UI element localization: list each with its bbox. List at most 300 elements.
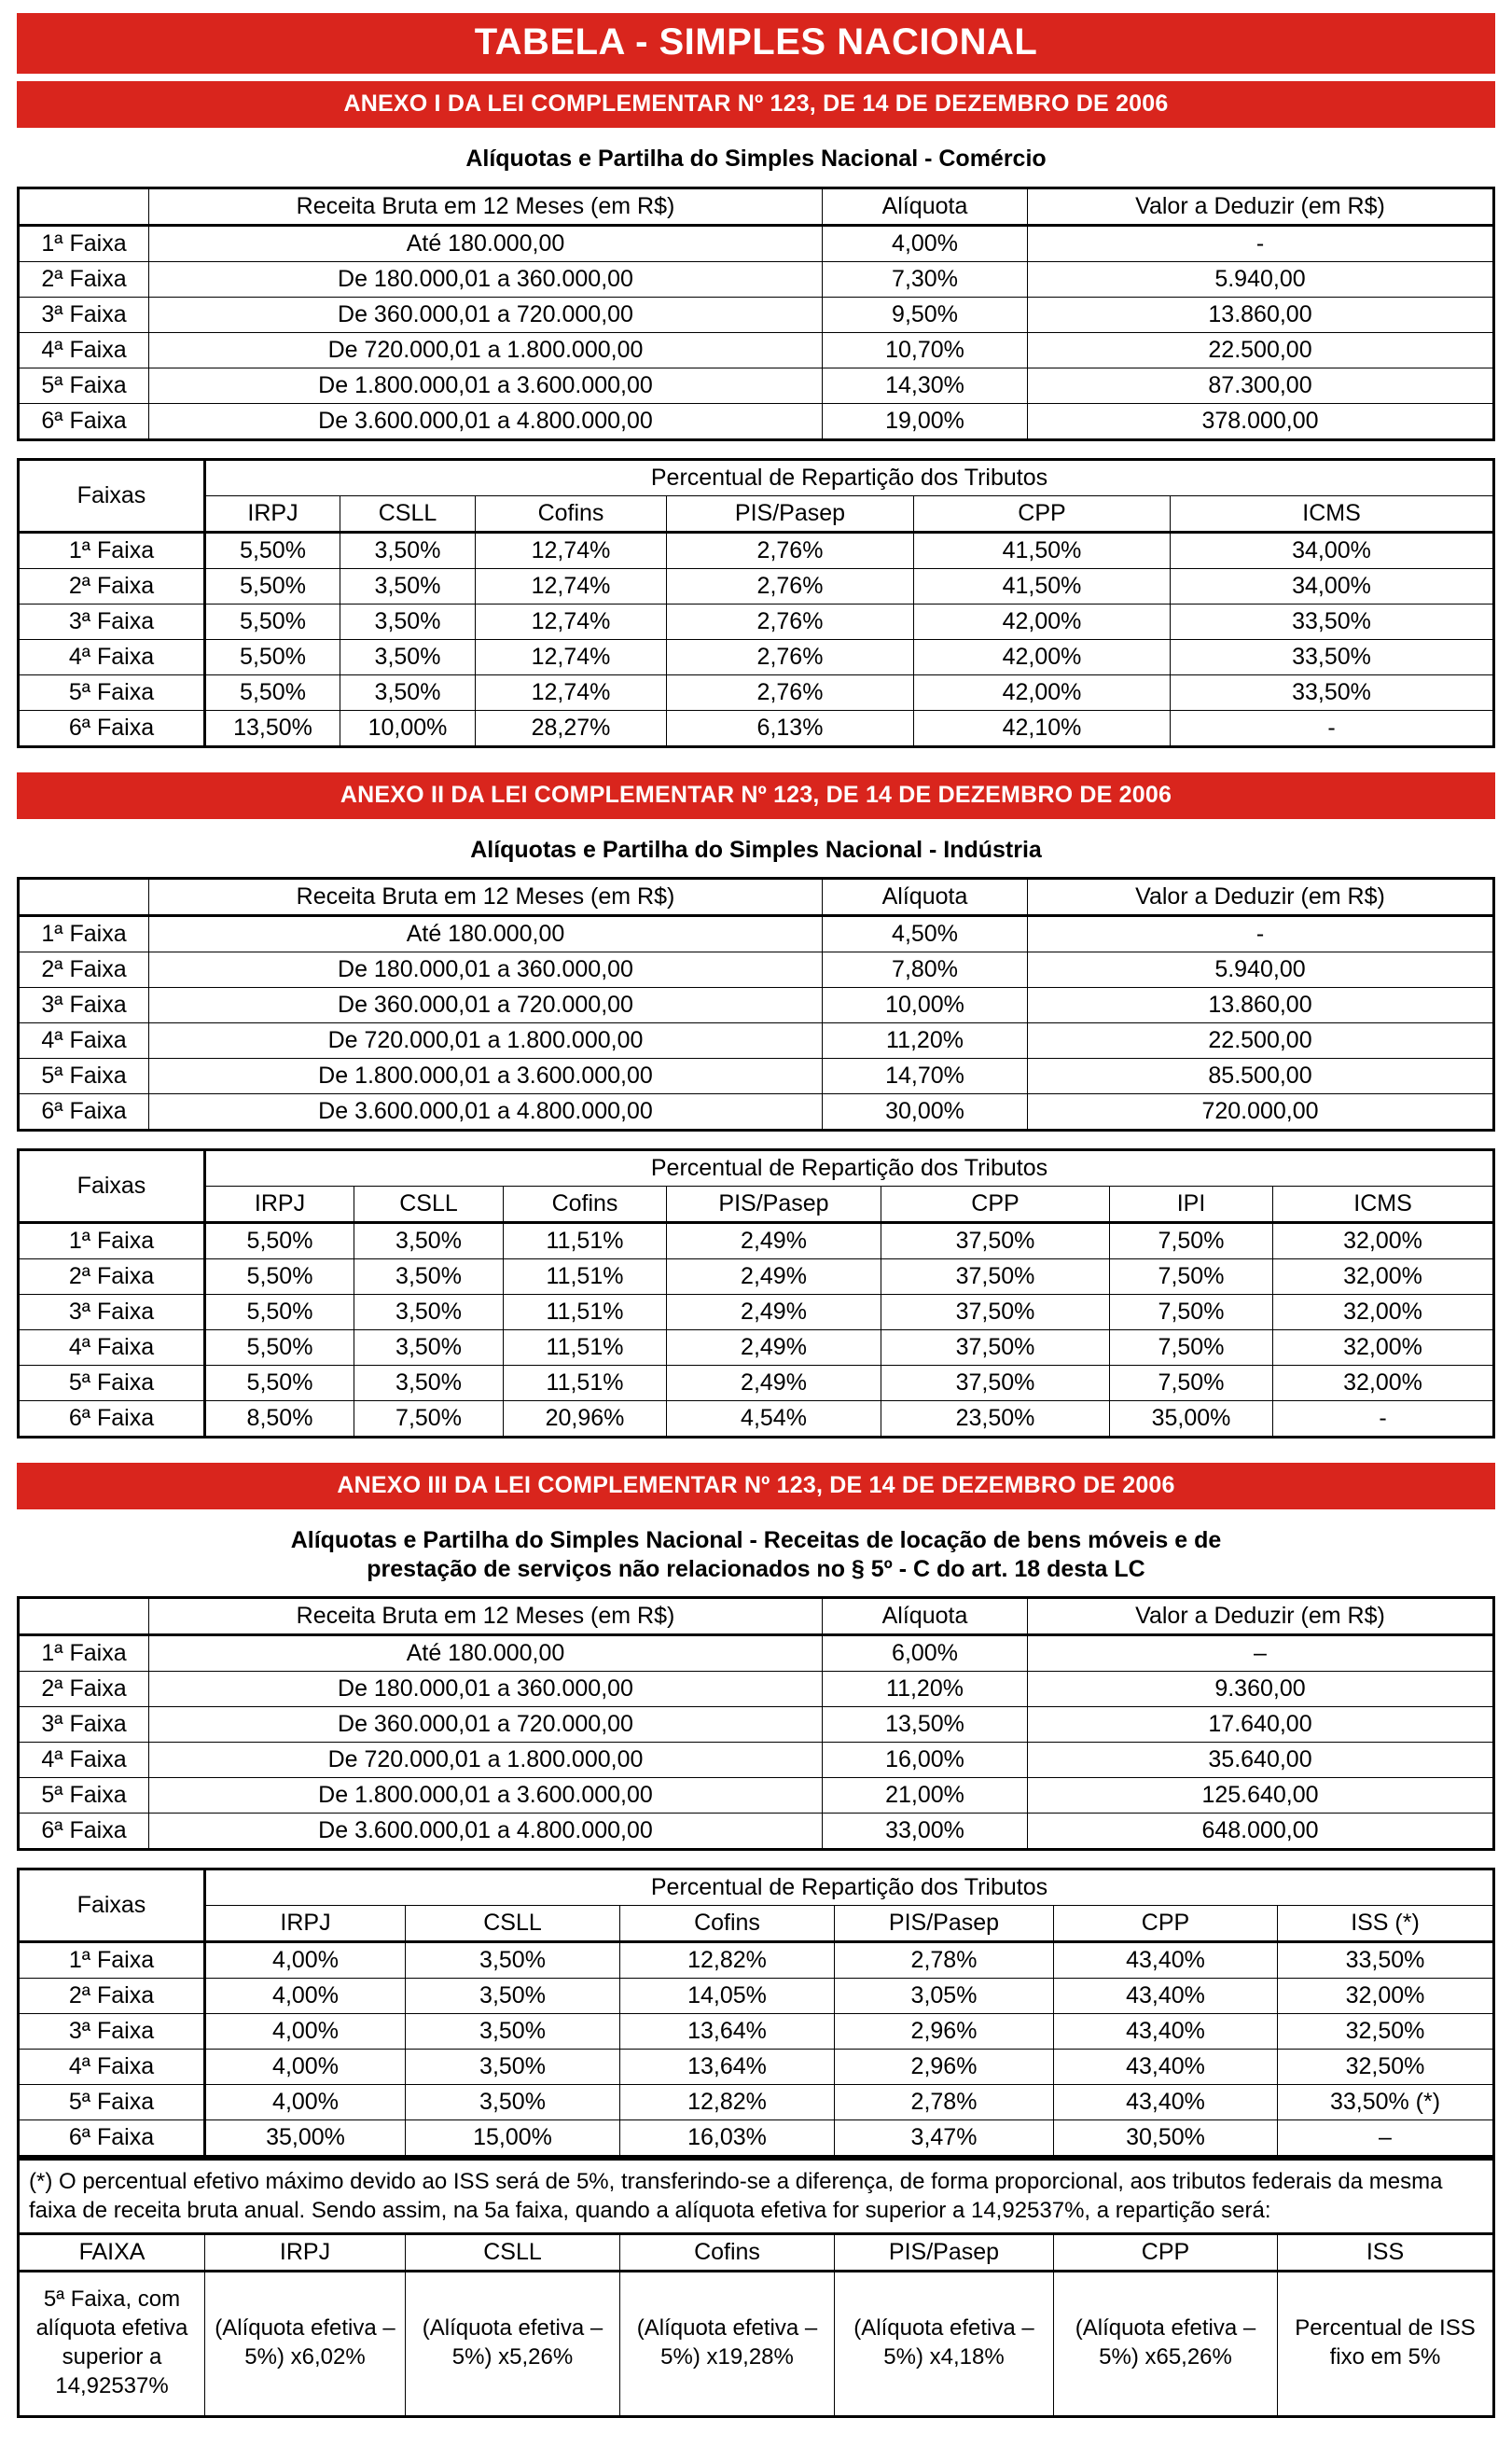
cell-aliquota: 10,70%: [823, 332, 1028, 368]
cell-pis-pasep: 2,96%: [835, 2014, 1054, 2050]
cell-receita: De 1.800.000,01 a 3.600.000,00: [149, 1778, 823, 1814]
column-header-irpj: IRPJ: [205, 1187, 354, 1223]
column-header-deduzir: Valor a Deduzir (em R$): [1028, 188, 1494, 225]
table-row: [19, 2120, 1494, 2157]
table-row: [19, 1330, 1494, 1366]
cell-irpj: 5,50%: [205, 674, 340, 710]
header-group-tributos: Percentual de Repartição dos Tributos: [205, 1869, 1494, 1906]
cell-icms: 33,50%: [1171, 674, 1494, 710]
table-row: [19, 1023, 1494, 1059]
column-header-icms: ICMS: [1171, 495, 1494, 532]
column-header-pis-pasep: PIS/Pasep: [667, 495, 914, 532]
cell-deduzir: -: [1028, 225, 1494, 261]
table-row: [19, 952, 1494, 988]
cell-cpp: 43,40%: [1054, 1979, 1278, 2014]
table-row: [19, 1707, 1494, 1743]
cell-faixa: 2ª Faixa: [19, 568, 205, 604]
cell-irpj: 4,00%: [205, 2014, 406, 2050]
column-header-cpp: CPP: [881, 1187, 1110, 1223]
cell-pis-pasep: 3,47%: [835, 2120, 1054, 2157]
cell-csll: 3,50%: [354, 1223, 504, 1259]
cell-cofins: 11,51%: [504, 1259, 667, 1295]
cell-cofins: 11,51%: [504, 1366, 667, 1401]
cell-irpj: 5,50%: [205, 1223, 354, 1259]
cell-ipi: 7,50%: [1110, 1223, 1273, 1259]
table-row: [19, 639, 1494, 674]
table-header-row: [19, 1598, 1494, 1635]
cell-aliquota: 14,70%: [823, 1059, 1028, 1094]
section-spacer: [17, 748, 1495, 772]
cell-csll: 3,50%: [340, 568, 476, 604]
cell-pis-pasep: 2,49%: [667, 1259, 881, 1295]
cell-faixa: 4ª Faixa: [19, 1743, 149, 1778]
anexo-iii-subtitle-line2: prestação de serviços não relacionados no § 5º - C do art. 18 desta LC: [367, 1555, 1145, 1582]
cell-aliquota: 10,00%: [823, 988, 1028, 1023]
cell-aliquota: 13,50%: [823, 1707, 1028, 1743]
cell-aliquota: 9,50%: [823, 297, 1028, 332]
anexo-ii-subtitle: Alíquotas e Partilha do Simples Nacional - Indústria: [470, 836, 1042, 863]
anexo-ii-revenue-table: [17, 877, 1495, 1132]
column-header-iss: ISS: [1278, 2234, 1494, 2272]
cell-pis-pasep: 2,76%: [667, 674, 914, 710]
cell-pis-pasep: 2,96%: [835, 2050, 1054, 2085]
cell-faixa: 4ª Faixa: [19, 1330, 205, 1366]
cell-irpj: (Alíquota efetiva – 5%) x6,02%: [205, 2272, 406, 2417]
cell-receita: De 180.000,01 a 360.000,00: [149, 1672, 823, 1707]
cell-faixa: 4ª Faixa: [19, 639, 205, 674]
cell-faixa: 2ª Faixa: [19, 261, 149, 297]
table-header-row: [19, 495, 1494, 532]
table-group-header-row: [19, 1150, 1494, 1187]
cell-cpp: 37,50%: [881, 1259, 1110, 1295]
table-row: [19, 368, 1494, 403]
table-header-row: [19, 879, 1494, 916]
cell-faixa: 3ª Faixa: [19, 297, 149, 332]
cell-aliquota: 6,00%: [823, 1635, 1028, 1672]
cell-pis-pasep: 2,78%: [835, 2085, 1054, 2120]
cell-deduzir: 13.860,00: [1028, 988, 1494, 1023]
anexo-ii-tributos-table: [17, 1148, 1495, 1438]
cell-pis-pasep: 2,49%: [667, 1295, 881, 1330]
cell-cofins: 12,74%: [476, 639, 667, 674]
cell-faixa: 5ª Faixa: [19, 1778, 149, 1814]
cell-pis-pasep: 2,76%: [667, 568, 914, 604]
cell-deduzir: 13.860,00: [1028, 297, 1494, 332]
column-header-deduzir: Valor a Deduzir (em R$): [1028, 1598, 1494, 1635]
cell-pis-pasep: 3,05%: [835, 1979, 1054, 2014]
header-faixas: Faixas: [19, 459, 205, 532]
cell-faixa: 1ª Faixa: [19, 225, 149, 261]
cell-pis-pasep: 2,49%: [667, 1223, 881, 1259]
cell-faixa: 2ª Faixa: [19, 952, 149, 988]
table-row: [19, 532, 1494, 568]
cell-cofins: 16,03%: [620, 2120, 835, 2157]
cell-cofins: 12,82%: [620, 1942, 835, 1979]
column-header-irpj: IRPJ: [205, 2234, 406, 2272]
table-row: [19, 2085, 1494, 2120]
cell-csll: 3,50%: [340, 674, 476, 710]
table-row: [19, 1635, 1494, 1672]
cell-deduzir: 85.500,00: [1028, 1059, 1494, 1094]
cell-irpj: 5,50%: [205, 1259, 354, 1295]
cell-pis-pasep: 2,49%: [667, 1330, 881, 1366]
cell-receita: De 720.000,01 a 1.800.000,00: [149, 1743, 823, 1778]
cell-deduzir: -: [1028, 916, 1494, 952]
cell-deduzir: 9.360,00: [1028, 1672, 1494, 1707]
cell-deduzir: 17.640,00: [1028, 1707, 1494, 1743]
cell-icms: 32,00%: [1273, 1295, 1494, 1330]
cell-aliquota: 4,50%: [823, 916, 1028, 952]
cell-receita: Até 180.000,00: [149, 1635, 823, 1672]
anexo-i-subtitle: Alíquotas e Partilha do Simples Nacional - Comércio: [465, 146, 1047, 172]
cell-cofins: 12,74%: [476, 674, 667, 710]
cell-receita: De 180.000,01 a 360.000,00: [149, 261, 823, 297]
column-header-cpp: CPP: [914, 495, 1171, 532]
cell-ipi: 35,00%: [1110, 1401, 1273, 1438]
column-header-pis-pasep: PIS/Pasep: [667, 1187, 881, 1223]
cell-pis-pasep: 6,13%: [667, 710, 914, 746]
cell-faixa: 1ª Faixa: [19, 916, 149, 952]
column-header-csll: CSLL: [340, 495, 476, 532]
cell-irpj: 5,50%: [205, 604, 340, 639]
cell-csll: 10,00%: [340, 710, 476, 746]
column-header-cpp: CPP: [1054, 2234, 1278, 2272]
table-row: [19, 604, 1494, 639]
cell-irpj: 5,50%: [205, 1330, 354, 1366]
table-row: [19, 332, 1494, 368]
cell-faixa: 6ª Faixa: [19, 403, 149, 439]
anexo-i-revenue-table: [17, 187, 1495, 441]
cell-cofins: 12,74%: [476, 532, 667, 568]
cell-pis-pasep: 2,49%: [667, 1366, 881, 1401]
table-row: [19, 2272, 1494, 2417]
cell-pis-pasep: 4,54%: [667, 1401, 881, 1438]
cell-aliquota: 16,00%: [823, 1743, 1028, 1778]
cell-csll: 3,50%: [354, 1259, 504, 1295]
iss-footnote-table: [17, 2232, 1495, 2418]
table-row: [19, 1672, 1494, 1707]
cell-irpj: 13,50%: [205, 710, 340, 746]
table-row: [19, 1778, 1494, 1814]
cell-faixa: 3ª Faixa: [19, 1295, 205, 1330]
column-header-iss: ISS (*): [1278, 1906, 1494, 1942]
cell-aliquota: 21,00%: [823, 1778, 1028, 1814]
empty-corner-cell: [19, 879, 149, 916]
cell-receita: De 1.800.000,01 a 3.600.000,00: [149, 368, 823, 403]
column-header-csll: CSLL: [406, 1906, 620, 1942]
cell-cpp: 23,50%: [881, 1401, 1110, 1438]
cell-faixa: 3ª Faixa: [19, 988, 149, 1023]
cell-csll: 3,50%: [340, 604, 476, 639]
cell-cofins: 12,74%: [476, 604, 667, 639]
cell-icms: 34,00%: [1171, 532, 1494, 568]
cell-aliquota: 4,00%: [823, 225, 1028, 261]
table-row: [19, 1814, 1494, 1850]
cell-aliquota: 11,20%: [823, 1672, 1028, 1707]
table-header-row: [19, 2234, 1494, 2272]
cell-pis-pasep: 2,78%: [835, 1942, 1054, 1979]
column-header-csll: CSLL: [406, 2234, 620, 2272]
cell-iss: 32,50%: [1278, 2050, 1494, 2085]
cell-faixa: 5ª Faixa, com alíquota efetiva superior a 14,92537%: [19, 2272, 205, 2417]
cell-receita: De 3.600.000,01 a 4.800.000,00: [149, 1094, 823, 1131]
cell-iss: 32,00%: [1278, 1979, 1494, 2014]
iss-footnote-text: (*) O percentual efetivo máximo devido ao ISS será de 5%, transferindo-se a diferença, de forma proporcional, aos tributos federais da mesma faixa de receita bruta anual. Sendo assim, na 5a faixa, quando a alíquota efetiva for superior a 14,92537%, a repartição será:: [17, 2158, 1495, 2232]
cell-deduzir: 35.640,00: [1028, 1743, 1494, 1778]
cell-irpj: 5,50%: [205, 1366, 354, 1401]
cell-icms: 32,00%: [1273, 1223, 1494, 1259]
cell-csll: 7,50%: [354, 1401, 504, 1438]
cell-cofins: 11,51%: [504, 1295, 667, 1330]
column-header-irpj: IRPJ: [205, 1906, 406, 1942]
cell-deduzir: 648.000,00: [1028, 1814, 1494, 1850]
cell-ipi: 7,50%: [1110, 1295, 1273, 1330]
cell-iss: 32,50%: [1278, 2014, 1494, 2050]
cell-irpj: 5,50%: [205, 1295, 354, 1330]
cell-faixa: 2ª Faixa: [19, 1259, 205, 1295]
cell-cpp: 42,00%: [914, 674, 1171, 710]
column-header-faixa: FAIXA: [19, 2234, 205, 2272]
table-row: [19, 2050, 1494, 2085]
cell-pis-pasep: 2,76%: [667, 604, 914, 639]
cell-receita: De 720.000,01 a 1.800.000,00: [149, 332, 823, 368]
cell-faixa: 5ª Faixa: [19, 1059, 149, 1094]
cell-cofins: 13,64%: [620, 2014, 835, 2050]
table-row: [19, 1401, 1494, 1438]
table-row: [19, 710, 1494, 746]
cell-cpp: 43,40%: [1054, 1942, 1278, 1979]
cell-irpj: 5,50%: [205, 639, 340, 674]
cell-deduzir: 22.500,00: [1028, 332, 1494, 368]
cell-deduzir: –: [1028, 1635, 1494, 1672]
cell-cpp: 41,50%: [914, 532, 1171, 568]
cell-deduzir: 125.640,00: [1028, 1778, 1494, 1814]
cell-irpj: 5,50%: [205, 532, 340, 568]
cell-csll: 3,50%: [340, 532, 476, 568]
cell-iss: Percentual de ISS fixo em 5%: [1278, 2272, 1494, 2417]
cell-aliquota: 11,20%: [823, 1023, 1028, 1059]
cell-csll: 3,50%: [406, 2050, 620, 2085]
cell-cpp: 37,50%: [881, 1295, 1110, 1330]
column-header-pis-pasep: PIS/Pasep: [835, 1906, 1054, 1942]
cell-faixa: 1ª Faixa: [19, 1635, 149, 1672]
section-spacer: [17, 441, 1495, 458]
cell-irpj: 4,00%: [205, 1942, 406, 1979]
cell-pis-pasep: 2,76%: [667, 639, 914, 674]
cell-receita: De 1.800.000,01 a 3.600.000,00: [149, 1059, 823, 1094]
cell-irpj: 4,00%: [205, 1979, 406, 2014]
cell-deduzir: 720.000,00: [1028, 1094, 1494, 1131]
cell-faixa: 4ª Faixa: [19, 332, 149, 368]
section-spacer: [17, 1851, 1495, 1868]
column-header-pis-pasep: PIS/Pasep: [835, 2234, 1054, 2272]
cell-irpj: 4,00%: [205, 2050, 406, 2085]
empty-corner-cell: [19, 188, 149, 225]
cell-faixa: 3ª Faixa: [19, 604, 205, 639]
cell-faixa: 6ª Faixa: [19, 1094, 149, 1131]
cell-icms: 33,50%: [1171, 639, 1494, 674]
cell-faixa: 5ª Faixa: [19, 1366, 205, 1401]
cell-deduzir: 5.940,00: [1028, 952, 1494, 988]
table-group-header-row: [19, 1869, 1494, 1906]
table-row: [19, 568, 1494, 604]
table-row: [19, 674, 1494, 710]
cell-cpp: 42,10%: [914, 710, 1171, 746]
document-main-title: TABELA - SIMPLES NACIONAL: [17, 13, 1495, 74]
column-header-receita: Receita Bruta em 12 Meses (em R$): [149, 879, 823, 916]
column-header-cpp: CPP: [1054, 1906, 1278, 1942]
anexo-iii-tributos-table: [17, 1868, 1495, 2158]
cell-faixa: 2ª Faixa: [19, 1979, 205, 2014]
cell-faixa: 5ª Faixa: [19, 674, 205, 710]
cell-cofins: 12,82%: [620, 2085, 835, 2120]
cell-cofins: (Alíquota efetiva – 5%) x19,28%: [620, 2272, 835, 2417]
anexo-iii-revenue-table: [17, 1596, 1495, 1851]
section-spacer: [17, 1438, 1495, 1463]
cell-receita: De 360.000,01 a 720.000,00: [149, 1707, 823, 1743]
column-header-icms: ICMS: [1273, 1187, 1494, 1223]
cell-deduzir: 22.500,00: [1028, 1023, 1494, 1059]
cell-faixa: 3ª Faixa: [19, 2014, 205, 2050]
cell-irpj: 35,00%: [205, 2120, 406, 2157]
header-faixas: Faixas: [19, 1869, 205, 1942]
table-row: [19, 261, 1494, 297]
cell-cpp: 37,50%: [881, 1330, 1110, 1366]
cell-faixa: 5ª Faixa: [19, 2085, 205, 2120]
table-row: [19, 1094, 1494, 1131]
cell-receita: De 720.000,01 a 1.800.000,00: [149, 1023, 823, 1059]
cell-deduzir: 87.300,00: [1028, 368, 1494, 403]
table-row: [19, 1223, 1494, 1259]
cell-cpp: 42,00%: [914, 639, 1171, 674]
cell-cpp: 41,50%: [914, 568, 1171, 604]
cell-faixa: 6ª Faixa: [19, 2120, 205, 2157]
anexo-iii-banner: ANEXO III DA LEI COMPLEMENTAR Nº 123, DE 14 DE DEZEMBRO DE 2006: [17, 1463, 1495, 1509]
cell-iss: 33,50% (*): [1278, 2085, 1494, 2120]
column-header-ipi: IPI: [1110, 1187, 1273, 1223]
cell-csll: (Alíquota efetiva – 5%) x5,26%: [406, 2272, 620, 2417]
cell-faixa: 5ª Faixa: [19, 368, 149, 403]
cell-cpp: (Alíquota efetiva – 5%) x65,26%: [1054, 2272, 1278, 2417]
column-header-cofins: Cofins: [476, 495, 667, 532]
anexo-iii-subtitle-line1: Alíquotas e Partilha do Simples Nacional - Receitas de locação de bens móveis e de: [290, 1527, 1222, 1553]
header-group-tributos: Percentual de Repartição dos Tributos: [205, 1150, 1494, 1187]
cell-aliquota: 14,30%: [823, 368, 1028, 403]
table-row: [19, 916, 1494, 952]
cell-icms: 34,00%: [1171, 568, 1494, 604]
cell-cofins: 12,74%: [476, 568, 667, 604]
table-row: [19, 1059, 1494, 1094]
cell-icms: -: [1171, 710, 1494, 746]
cell-aliquota: 7,80%: [823, 952, 1028, 988]
table-row: [19, 403, 1494, 439]
anexo-iii-subtitle: [17, 1526, 1495, 1583]
cell-faixa: 1ª Faixa: [19, 1223, 205, 1259]
cell-pis-pasep: (Alíquota efetiva – 5%) x4,18%: [835, 2272, 1054, 2417]
cell-csll: 3,50%: [406, 1979, 620, 2014]
cell-receita: De 3.600.000,01 a 4.800.000,00: [149, 403, 823, 439]
table-header-row: [19, 188, 1494, 225]
cell-deduzir: 5.940,00: [1028, 261, 1494, 297]
cell-irpj: 4,00%: [205, 2085, 406, 2120]
cell-faixa: 4ª Faixa: [19, 1023, 149, 1059]
cell-cpp: 43,40%: [1054, 2050, 1278, 2085]
cell-cofins: 20,96%: [504, 1401, 667, 1438]
cell-aliquota: 19,00%: [823, 403, 1028, 439]
cell-faixa: 4ª Faixa: [19, 2050, 205, 2085]
column-header-cofins: Cofins: [504, 1187, 667, 1223]
column-header-aliquota: Alíquota: [823, 1598, 1028, 1635]
column-header-csll: CSLL: [354, 1187, 504, 1223]
cell-pis-pasep: 2,76%: [667, 532, 914, 568]
cell-aliquota: 33,00%: [823, 1814, 1028, 1850]
table-row: [19, 1366, 1494, 1401]
table-row: [19, 1259, 1494, 1295]
cell-icms: 32,00%: [1273, 1330, 1494, 1366]
cell-irpj: 5,50%: [205, 568, 340, 604]
cell-faixa: 1ª Faixa: [19, 1942, 205, 1979]
cell-cpp: 42,00%: [914, 604, 1171, 639]
cell-iss: 33,50%: [1278, 1942, 1494, 1979]
cell-irpj: 8,50%: [205, 1401, 354, 1438]
cell-faixa: 3ª Faixa: [19, 1707, 149, 1743]
cell-receita: De 180.000,01 a 360.000,00: [149, 952, 823, 988]
table-row: [19, 988, 1494, 1023]
cell-faixa: 6ª Faixa: [19, 1401, 205, 1438]
table-row: [19, 297, 1494, 332]
cell-cofins: 11,51%: [504, 1223, 667, 1259]
cell-icms: 32,00%: [1273, 1366, 1494, 1401]
table-row: [19, 1979, 1494, 2014]
cell-receita: Até 180.000,00: [149, 916, 823, 952]
cell-csll: 3,50%: [406, 2014, 620, 2050]
section-spacer: [17, 1132, 1495, 1148]
table-row: [19, 225, 1494, 261]
cell-csll: 3,50%: [354, 1330, 504, 1366]
cell-receita: De 360.000,01 a 720.000,00: [149, 988, 823, 1023]
cell-receita: De 3.600.000,01 a 4.800.000,00: [149, 1814, 823, 1850]
cell-aliquota: 30,00%: [823, 1094, 1028, 1131]
header-group-tributos: Percentual de Repartição dos Tributos: [205, 459, 1494, 495]
cell-ipi: 7,50%: [1110, 1366, 1273, 1401]
column-header-receita: Receita Bruta em 12 Meses (em R$): [149, 188, 823, 225]
table-group-header-row: [19, 459, 1494, 495]
cell-csll: 3,50%: [354, 1366, 504, 1401]
cell-faixa: 1ª Faixa: [19, 532, 205, 568]
column-header-irpj: IRPJ: [205, 495, 340, 532]
cell-cpp: 37,50%: [881, 1366, 1110, 1401]
table-row: [19, 2014, 1494, 2050]
header-faixas: Faixas: [19, 1150, 205, 1223]
cell-cpp: 37,50%: [881, 1223, 1110, 1259]
cell-cofins: 14,05%: [620, 1979, 835, 2014]
anexo-i-tributos-table: [17, 458, 1495, 748]
column-header-deduzir: Valor a Deduzir (em R$): [1028, 879, 1494, 916]
column-header-cofins: Cofins: [620, 1906, 835, 1942]
cell-cofins: 13,64%: [620, 2050, 835, 2085]
anexo-ii-banner: ANEXO II DA LEI COMPLEMENTAR Nº 123, DE 14 DE DEZEMBRO DE 2006: [17, 772, 1495, 819]
cell-cpp: 43,40%: [1054, 2014, 1278, 2050]
cell-icms: 32,00%: [1273, 1259, 1494, 1295]
column-header-receita: Receita Bruta em 12 Meses (em R$): [149, 1598, 823, 1635]
cell-icms: -: [1273, 1401, 1494, 1438]
column-header-aliquota: Alíquota: [823, 879, 1028, 916]
cell-receita: Até 180.000,00: [149, 225, 823, 261]
cell-cpp: 43,40%: [1054, 2085, 1278, 2120]
table-row: [19, 1942, 1494, 1979]
table-header-row: [19, 1906, 1494, 1942]
cell-iss: –: [1278, 2120, 1494, 2157]
